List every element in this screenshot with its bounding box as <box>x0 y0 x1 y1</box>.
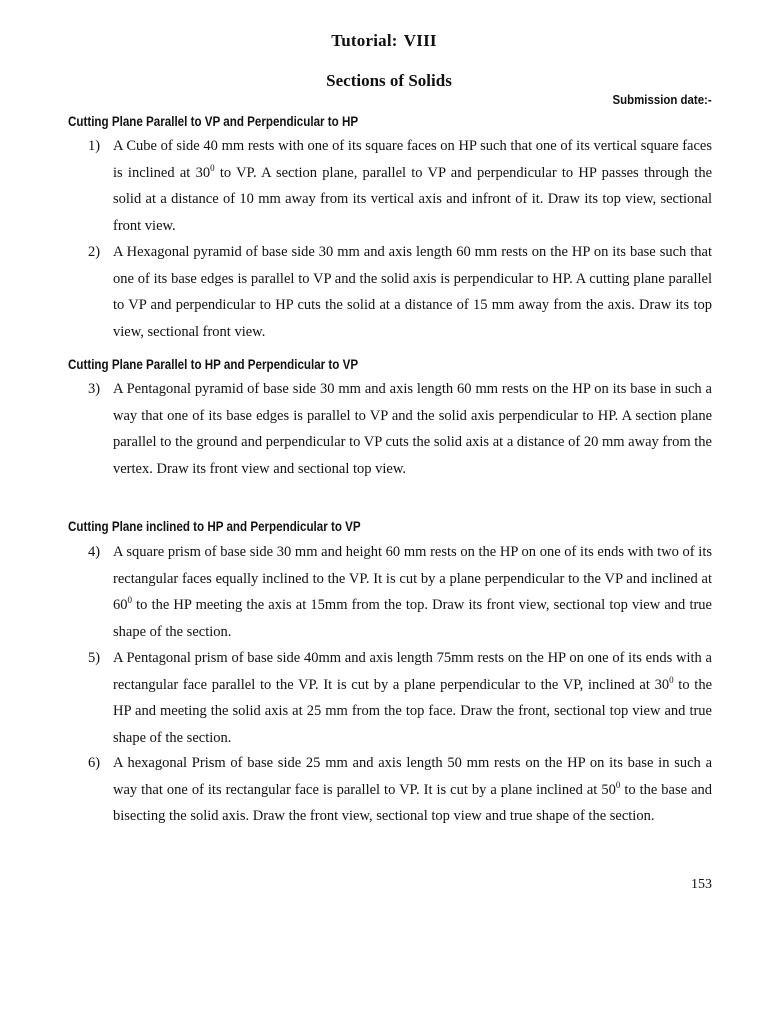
section-heading-inclined-hp: Cutting Plane inclined to HP and Perpendicular to VP <box>68 519 361 534</box>
item-number: 1) <box>88 138 101 154</box>
list-item-2 <box>80 239 712 345</box>
item-number: 6) <box>88 755 101 771</box>
item-number: 3) <box>88 381 101 397</box>
section-heading-parallel-hp: Cutting Plane Parallel to HP and Perpendicular to VP <box>68 357 359 372</box>
item-text: A Cube of side 40 mm rests with one of its square faces on HP such that one of its vertical square faces is inclined at $30^0$ to VP. A section plane, parallel to VP and perpendicular to HP passes through the solid at a distance of 10 mm away from its vertical axis and infront of it. Draw its top view, sectional front view. <box>113 138 712 234</box>
list-item-6 <box>80 750 712 830</box>
list-item-1 <box>80 133 712 239</box>
item-text: A Hexagonal pyramid of base side 30 mm and axis length 60 mm rests on the HP on its base such that one of its base edges is parallel to VP and the solid axis is perpendicular to HP. A cutting plane parallel to VP and perpendicular to HP cuts the solid at a distance of 15 mm away from the axis. Draw its top view, sectional front view. <box>113 244 712 340</box>
item-text: A square prism of base side 30 mm and height 60 mm rests on the HP on one of its ends with two of its rectangular faces equally inclined to the VP. It is cut by a plane perpendicular to the VP and inclined at $60^0$ to the HP meeting the axis at 15mm from the top. Draw its front view, sectional top view and true shape of the section. <box>113 544 712 640</box>
item-number: 2) <box>88 244 101 260</box>
list-item-5 <box>80 645 712 751</box>
section-heading-parallel-vp: Cutting Plane Parallel to VP and Perpendicular to HP <box>68 114 359 129</box>
item-text: A hexagonal Prism of base side 25 mm and axis length 50 mm rests on the HP on its base in such a way that one of its rectangular face is parallel to VP. It is cut by a plane inclined at $50^0$ to the base and bisecting the solid axis. Draw the front view, sectional top view and true shape of the section. <box>113 755 712 824</box>
item-number: 5) <box>88 650 101 666</box>
page-subtitle: Sections of Solids <box>326 71 452 90</box>
submission-date-label: Submission date:- <box>612 92 712 107</box>
item-number: 4) <box>88 544 101 560</box>
list-item-3 <box>80 376 712 482</box>
item-text: A Pentagonal prism of base side 40mm and axis length 75mm rests on the HP on one of its ends with a rectangular face parallel to the VP. It is cut by a plane perpendicular to the VP, inclined at $30^0$ to the HP and meeting the solid axis at 25 mm from the top face. Draw the front, sectional top view and true shape of the section. <box>113 650 713 746</box>
item-text: A Pentagonal pyramid of base side 30 mm and axis length 60 mm rests on the HP on its base in such a way that one of its base edges is parallel to VP and the solid axis perpendicular to HP. A section plane parallel to the ground and perpendicular to VP cuts the solid axis at a distance of 20 mm away from the vertex. Draw its front view and sectional top view. <box>113 381 712 477</box>
list-item-4 <box>80 539 712 645</box>
page-number: 153 <box>691 877 712 892</box>
page-title: Tutorial: VIII <box>331 31 437 50</box>
